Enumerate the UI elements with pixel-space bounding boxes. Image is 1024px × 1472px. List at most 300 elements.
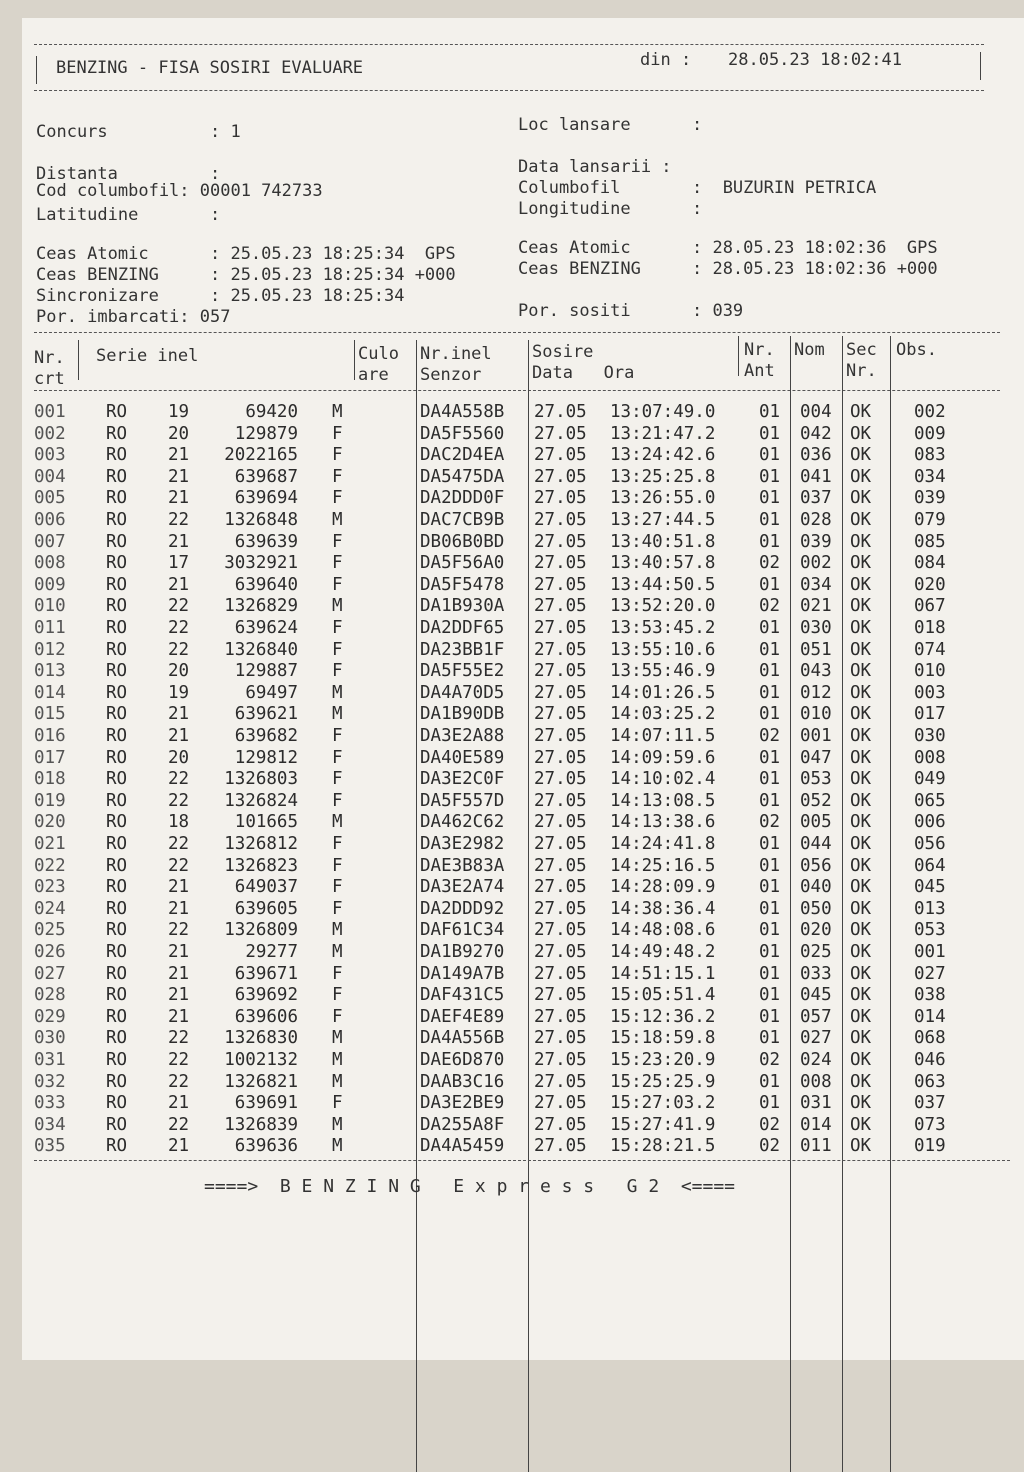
nom-nr: 044 (800, 834, 832, 854)
ring-number: 639636 (234, 1136, 298, 1157)
sec-status: OK (850, 704, 872, 725)
arrival-time: 15:23:20.9 (610, 1050, 716, 1070)
row-number: 006 (34, 510, 66, 530)
row-number: 029 (34, 1006, 66, 1027)
sec-status: OK (850, 682, 872, 703)
country-code: RO (106, 531, 128, 552)
table-row (22, 769, 1024, 791)
obs-nr: 067 (914, 596, 946, 617)
arrival-time: 13:53:45.2 (610, 618, 716, 638)
arrival-date: 27.05 (534, 531, 587, 552)
obs-nr: 037 (914, 1093, 946, 1114)
col-serie: Serie inel (96, 346, 199, 366)
country-code: RO (106, 769, 128, 790)
row-number: 025 (34, 920, 66, 941)
arrival-time: 13:07:49.0 (610, 402, 716, 422)
obs-nr: 083 (914, 445, 946, 466)
sec-status: OK (850, 942, 872, 962)
table-row (22, 877, 1024, 899)
arrival-time: 13:25:25.8 (610, 466, 716, 487)
sensor-id: DA5F5478 (420, 574, 505, 595)
nom-nr: 001 (800, 726, 832, 746)
antenna-nr: 01 (759, 510, 781, 530)
arrival-date: 27.05 (534, 769, 587, 790)
ring-number: 29277 (245, 942, 298, 962)
sensor-id: DA4A558B (420, 402, 505, 422)
sex: M (332, 704, 343, 725)
arrival-date: 27.05 (534, 488, 587, 509)
table-row (22, 942, 1024, 964)
sensor-id: DA4A5459 (420, 1136, 505, 1157)
antenna-nr: 01 (759, 682, 781, 703)
nom-nr: 028 (800, 510, 832, 530)
antenna-nr: 01 (759, 661, 781, 682)
ceas-atomic-end: Ceas Atomic : 28.05.23 18:02:36 GPS (518, 238, 938, 258)
obs-nr: 006 (914, 812, 946, 833)
nom-nr: 047 (800, 747, 832, 768)
sex: F (332, 985, 343, 1006)
obs-nr: 027 (914, 963, 946, 984)
arrival-time: 14:07:11.5 (610, 726, 716, 746)
table-row (22, 1115, 1024, 1137)
sec-status: OK (850, 402, 872, 422)
sensor-id: DA3E2982 (420, 834, 505, 854)
arrival-date: 27.05 (534, 1071, 587, 1092)
arrival-date: 27.05 (534, 402, 587, 422)
nom-nr: 010 (800, 704, 832, 725)
arrival-time: 13:40:57.8 (610, 553, 716, 574)
arrival-time: 13:55:46.9 (610, 661, 716, 682)
ring-year: 22 (168, 639, 190, 660)
country-code: RO (106, 618, 128, 638)
ring-number: 639640 (234, 574, 298, 595)
sex: M (332, 1114, 343, 1135)
sec-status: OK (850, 639, 872, 660)
ring-number: 69420 (245, 402, 298, 422)
antenna-nr: 02 (759, 812, 781, 833)
arrival-time: 14:01:26.5 (610, 682, 716, 703)
obs-nr: 056 (914, 834, 946, 854)
latitudine-line: Latitudine : (36, 205, 221, 225)
sensor-id: DA3E2C0F (420, 769, 505, 790)
arrival-time: 14:13:38.6 (610, 812, 716, 833)
col-inel-1: Nr.inel (420, 344, 492, 364)
arrival-time: 14:25:16.5 (610, 855, 716, 876)
country-code: RO (106, 1071, 128, 1092)
arrival-date: 27.05 (534, 920, 587, 941)
country-code: RO (106, 423, 128, 444)
country-code: RO (106, 682, 128, 703)
ring-year: 21 (168, 1093, 190, 1114)
nom-nr: 052 (800, 790, 832, 811)
arrival-date: 27.05 (534, 1114, 587, 1135)
arrival-date: 27.05 (534, 812, 587, 833)
sec-status: OK (850, 531, 872, 552)
sincronizare-line: Sincronizare : 25.05.23 18:25:34 (36, 286, 405, 306)
country-code: RO (106, 1136, 128, 1157)
table-row (22, 1028, 1024, 1050)
antenna-nr: 01 (759, 963, 781, 984)
sensor-id: DAAB3C16 (420, 1071, 505, 1092)
sec-status: OK (850, 466, 872, 487)
sec-status: OK (850, 1093, 872, 1114)
header-top-border (34, 44, 984, 45)
col-sec-1: Sec (846, 340, 877, 360)
sex: F (332, 898, 343, 919)
sensor-id: DAC2D4EA (420, 445, 505, 466)
sex: F (332, 726, 343, 746)
arrival-date: 27.05 (534, 942, 587, 962)
ring-year: 21 (168, 574, 190, 595)
antenna-nr: 01 (759, 1028, 781, 1049)
distanta-line: Distanta : (36, 164, 221, 184)
antenna-nr: 01 (759, 790, 781, 811)
antenna-nr: 01 (759, 618, 781, 638)
row-number: 008 (34, 553, 66, 574)
ring-number: 639687 (234, 466, 298, 487)
sec-status: OK (850, 1006, 872, 1027)
table-row (22, 424, 1024, 446)
ring-number: 639621 (234, 704, 298, 725)
row-number: 030 (34, 1028, 66, 1049)
arrival-time: 13:26:55.0 (610, 488, 716, 509)
obs-nr: 065 (914, 790, 946, 811)
nom-nr: 036 (800, 445, 832, 466)
nom-nr: 021 (800, 596, 832, 617)
antenna-nr: 01 (759, 942, 781, 962)
ring-number: 639691 (234, 1093, 298, 1114)
longitudine-line: Longitudine : (518, 199, 703, 219)
ring-year: 22 (168, 618, 190, 638)
country-code: RO (106, 747, 128, 768)
country-code: RO (106, 898, 128, 919)
arrival-date: 27.05 (534, 445, 587, 466)
ring-year: 22 (168, 855, 190, 876)
sec-status: OK (850, 596, 872, 617)
antenna-nr: 01 (759, 898, 781, 919)
sensor-id: DA3E2A88 (420, 726, 505, 746)
sex: F (332, 445, 343, 466)
antenna-nr: 01 (759, 574, 781, 595)
nom-nr: 004 (800, 402, 832, 422)
table-top-border (34, 332, 1000, 333)
sensor-id: DAEF4E89 (420, 1006, 505, 1027)
row-number: 010 (34, 596, 66, 617)
ring-year: 21 (168, 445, 190, 466)
nom-nr: 014 (800, 1114, 832, 1135)
arrival-date: 27.05 (534, 661, 587, 682)
country-code: RO (106, 704, 128, 725)
sensor-id: DA5F55E2 (420, 661, 505, 682)
table-row (22, 791, 1024, 813)
arrival-date: 27.05 (534, 726, 587, 746)
antenna-nr: 01 (759, 1071, 781, 1092)
sex: F (332, 1093, 343, 1114)
arrival-date: 27.05 (534, 1028, 587, 1049)
antenna-nr: 02 (759, 1050, 781, 1070)
ring-year: 20 (168, 661, 190, 682)
country-code: RO (106, 1006, 128, 1027)
row-number: 002 (34, 423, 66, 444)
ring-number: 1002132 (224, 1050, 298, 1070)
ring-year: 18 (168, 812, 190, 833)
country-code: RO (106, 596, 128, 617)
row-number: 018 (34, 769, 66, 790)
sex: F (332, 1006, 343, 1027)
nom-nr: 050 (800, 898, 832, 919)
row-number: 022 (34, 855, 66, 876)
ring-number: 1326830 (224, 1028, 298, 1049)
sec-status: OK (850, 747, 872, 768)
sensor-id: DA5F5560 (420, 423, 505, 444)
col-obs: Obs. (896, 340, 937, 360)
nom-nr: 031 (800, 1093, 832, 1114)
obs-nr: 014 (914, 1006, 946, 1027)
row-number: 014 (34, 682, 66, 703)
obs-nr: 079 (914, 510, 946, 530)
table-row (22, 985, 1024, 1007)
sex: F (332, 488, 343, 509)
ring-number: 2022165 (224, 445, 298, 466)
sensor-id: DA5F56A0 (420, 553, 505, 574)
nom-nr: 040 (800, 877, 832, 898)
sec-status: OK (850, 574, 872, 595)
sex: M (332, 942, 343, 962)
nom-nr: 011 (800, 1136, 832, 1157)
sep-ant (738, 336, 739, 376)
table-row (22, 812, 1024, 834)
ring-year: 21 (168, 985, 190, 1006)
sec-status: OK (850, 618, 872, 638)
country-code: RO (106, 1114, 128, 1135)
din-value: 28.05.23 18:02:41 (728, 50, 902, 70)
ring-number: 639694 (234, 488, 298, 509)
arrival-date: 27.05 (534, 553, 587, 574)
obs-nr: 030 (914, 726, 946, 746)
ring-number: 1326839 (224, 1114, 298, 1135)
obs-nr: 068 (914, 1028, 946, 1049)
sensor-id: DA40E589 (420, 747, 505, 768)
sensor-id: DA2DDD92 (420, 898, 505, 919)
arrival-time: 14:51:15.1 (610, 963, 716, 984)
nom-nr: 034 (800, 574, 832, 595)
arrival-date: 27.05 (534, 898, 587, 919)
row-number: 011 (34, 618, 66, 638)
ring-number: 3032921 (224, 553, 298, 574)
nom-nr: 057 (800, 1006, 832, 1027)
table-row (22, 553, 1024, 575)
sensor-id: DAF431C5 (420, 985, 505, 1006)
table-row (22, 964, 1024, 986)
arrival-time: 15:27:03.2 (610, 1093, 716, 1114)
table-row (22, 1072, 1024, 1094)
antenna-nr: 01 (759, 402, 781, 422)
sec-status: OK (850, 812, 872, 833)
ring-year: 22 (168, 510, 190, 530)
obs-nr: 018 (914, 618, 946, 638)
row-number: 017 (34, 747, 66, 768)
col-sosire-2: Data Ora (532, 363, 635, 383)
ring-year: 22 (168, 769, 190, 790)
ring-number: 1326840 (224, 639, 298, 660)
col-sec-2: Nr. (846, 361, 877, 381)
nom-nr: 053 (800, 769, 832, 790)
arrival-date: 27.05 (534, 466, 587, 487)
ceas-benzing-start: Ceas BENZING : 25.05.23 18:25:34 +000 (36, 265, 456, 285)
sex: M (332, 510, 343, 530)
table-row (22, 1050, 1024, 1072)
row-number: 001 (34, 402, 66, 422)
arrival-time: 15:05:51.4 (610, 985, 716, 1006)
nom-nr: 039 (800, 531, 832, 552)
nom-nr: 005 (800, 812, 832, 833)
table-row (22, 834, 1024, 856)
table-row (22, 1007, 1024, 1029)
table-row (22, 661, 1024, 683)
arrival-time: 15:18:59.8 (610, 1028, 716, 1049)
obs-nr: 064 (914, 855, 946, 876)
ring-year: 22 (168, 834, 190, 854)
table-row (22, 445, 1024, 467)
obs-nr: 013 (914, 898, 946, 919)
ring-number: 69497 (245, 682, 298, 703)
sec-status: OK (850, 834, 872, 854)
ring-year: 22 (168, 1050, 190, 1070)
sex: F (332, 877, 343, 898)
sensor-id: DA1B90DB (420, 704, 505, 725)
sensor-id: DA462C62 (420, 812, 505, 833)
sex: M (332, 1071, 343, 1092)
arrival-date: 27.05 (534, 574, 587, 595)
country-code: RO (106, 639, 128, 660)
ring-number: 1326823 (224, 855, 298, 876)
country-code: RO (106, 1028, 128, 1049)
arrival-time: 13:21:47.2 (610, 423, 716, 444)
country-code: RO (106, 402, 128, 422)
row-number: 026 (34, 942, 66, 962)
table-row (22, 640, 1024, 662)
ring-year: 21 (168, 877, 190, 898)
sec-status: OK (850, 510, 872, 530)
table-row (22, 488, 1024, 510)
ring-number: 639671 (234, 963, 298, 984)
country-code: RO (106, 726, 128, 746)
sex: F (332, 574, 343, 595)
sex: F (332, 790, 343, 811)
row-number: 031 (34, 1050, 66, 1070)
ring-year: 21 (168, 1136, 190, 1157)
arrival-time: 14:13:08.5 (610, 790, 716, 811)
nom-nr: 042 (800, 423, 832, 444)
ring-year: 21 (168, 898, 190, 919)
obs-nr: 010 (914, 661, 946, 682)
sec-status: OK (850, 877, 872, 898)
antenna-nr: 01 (759, 531, 781, 552)
row-number: 016 (34, 726, 66, 746)
ceas-benzing-end: Ceas BENZING : 28.05.23 18:02:36 +000 (518, 259, 938, 279)
obs-nr: 045 (914, 877, 946, 898)
antenna-nr: 01 (759, 639, 781, 660)
antenna-nr: 02 (759, 726, 781, 746)
country-code: RO (106, 488, 128, 509)
country-code: RO (106, 812, 128, 833)
table-row (22, 683, 1024, 705)
ring-year: 22 (168, 790, 190, 811)
row-number: 028 (34, 985, 66, 1006)
printout-page (22, 18, 1024, 1360)
obs-nr: 046 (914, 1050, 946, 1070)
ceas-atomic-start: Ceas Atomic : 25.05.23 18:25:34 GPS (36, 244, 456, 264)
col-sosire-1: Sosire (532, 342, 594, 362)
country-code: RO (106, 466, 128, 487)
nom-nr: 043 (800, 661, 832, 682)
sec-status: OK (850, 1071, 872, 1092)
sec-status: OK (850, 423, 872, 444)
sensor-id: DA2DDF65 (420, 618, 505, 638)
antenna-nr: 01 (759, 920, 781, 941)
obs-nr: 034 (914, 466, 946, 487)
ring-year: 21 (168, 942, 190, 962)
country-code: RO (106, 661, 128, 682)
obs-nr: 053 (914, 920, 946, 941)
nom-nr: 051 (800, 639, 832, 660)
row-number: 019 (34, 790, 66, 811)
obs-nr: 002 (914, 402, 946, 422)
sex: F (332, 963, 343, 984)
sec-status: OK (850, 1114, 872, 1135)
ring-year: 17 (168, 553, 190, 574)
sex: F (332, 747, 343, 768)
ring-year: 22 (168, 596, 190, 617)
sec-status: OK (850, 920, 872, 941)
antenna-nr: 01 (759, 769, 781, 790)
arrival-date: 27.05 (534, 963, 587, 984)
sex: M (332, 1136, 343, 1157)
ring-number: 129887 (234, 661, 298, 682)
table-row (22, 920, 1024, 942)
arrival-date: 27.05 (534, 423, 587, 444)
antenna-nr: 01 (759, 855, 781, 876)
sex: F (332, 553, 343, 574)
antenna-nr: 01 (759, 834, 781, 854)
arrival-time: 13:52:20.0 (610, 596, 716, 617)
arrival-time: 13:27:44.5 (610, 510, 716, 530)
arrival-time: 14:49:48.2 (610, 942, 716, 962)
sensor-id: DA3E2A74 (420, 877, 505, 898)
por-imbarcati-line: Por. imbarcati: 057 (36, 307, 231, 327)
obs-nr: 074 (914, 639, 946, 660)
obs-nr: 039 (914, 488, 946, 509)
ring-number: 639606 (234, 1006, 298, 1027)
sensor-id: DA23BB1F (420, 639, 505, 660)
sec-status: OK (850, 985, 872, 1006)
arrival-time: 13:44:50.5 (610, 574, 716, 595)
concurs-line: Concurs : 1 (36, 122, 241, 142)
nom-nr: 037 (800, 488, 832, 509)
arrival-date: 27.05 (534, 639, 587, 660)
obs-nr: 009 (914, 423, 946, 444)
sex: F (332, 466, 343, 487)
obs-nr: 003 (914, 682, 946, 703)
arrival-time: 15:27:41.9 (610, 1114, 716, 1135)
antenna-nr: 02 (759, 596, 781, 617)
sep-nr (78, 340, 79, 380)
nom-nr: 008 (800, 1071, 832, 1092)
sec-status: OK (850, 769, 872, 790)
row-number: 027 (34, 963, 66, 984)
sec-status: OK (850, 855, 872, 876)
table-row (22, 467, 1024, 489)
